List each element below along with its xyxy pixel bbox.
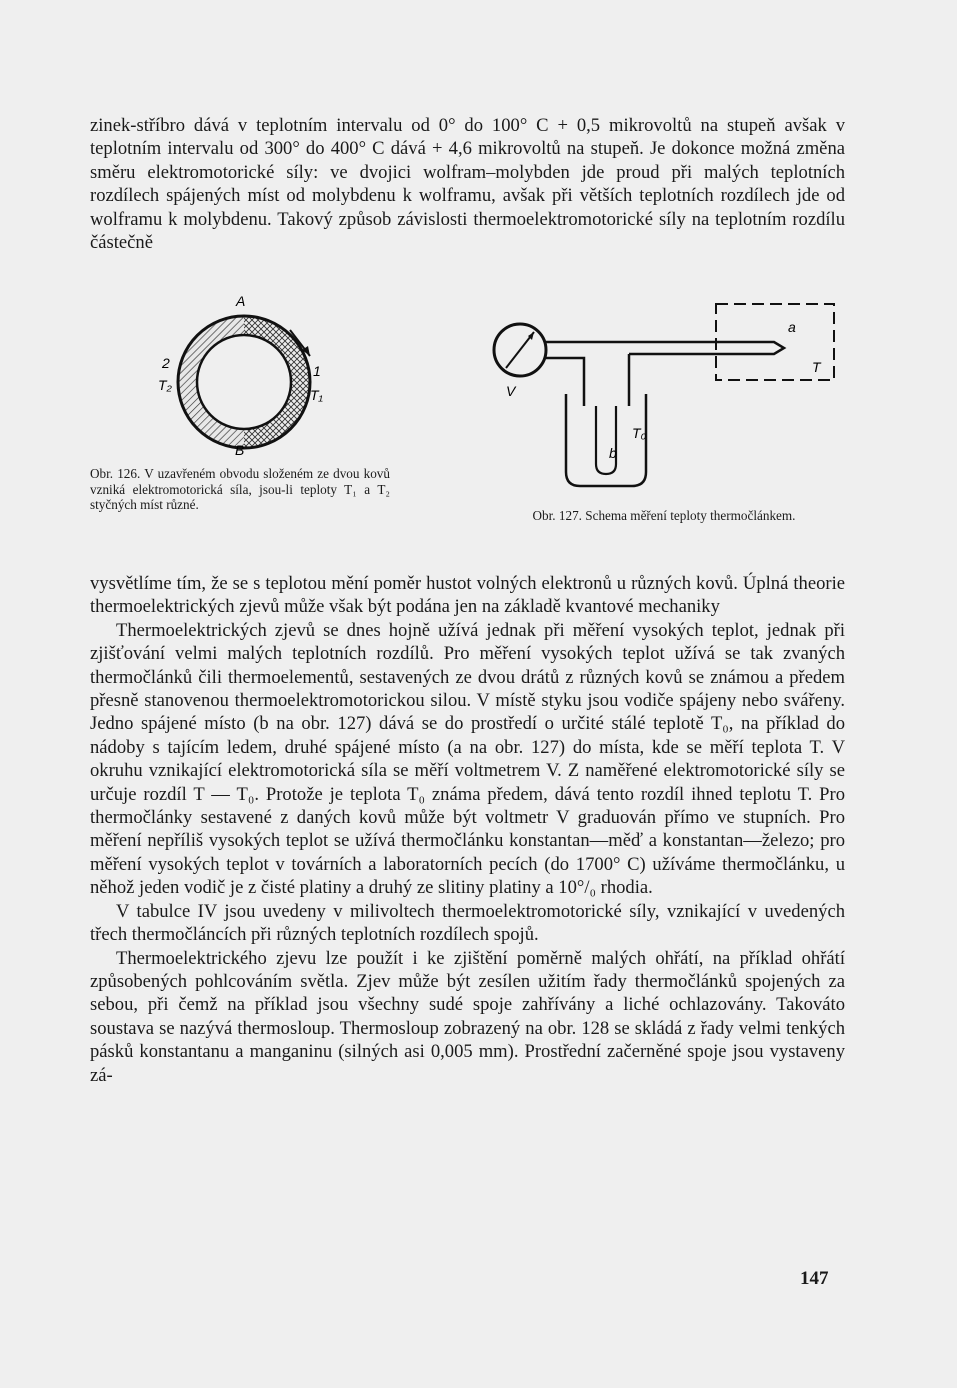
- figure-127-diagram: [484, 296, 844, 496]
- thermocouple-wire-b: [596, 406, 616, 474]
- label-t0: T₀: [632, 425, 647, 441]
- page-number: 147: [800, 1268, 829, 1289]
- body-text: [90, 572, 845, 1087]
- paragraph-2: Thermoelektrických zjevů se dnes hojně užívá jednak při měření vysokých teplot, jednak při zjišťování velmi malých teplotních rozdílů. Pro měření vysokých teplot užívá se tak zvaných thermočlánků čili thermoelementů, sestavených ze dvou drátů z různých kovů se známou a předem přesně stanovenou thermoelektromotorickou silou. V místě styku jsou vodiče spájeny nebo svářeny. Jedno spájené místo (b na obr. 127) dává se do prostředí o určité stálé teplotě T₀, na příklad do nádoby s tajícím ledem, druhé spájené místo (a na obr. 127) do místa, kde se měří teplota T. V okruhu vznikající elektromotorická síla se měří voltmetrem V. Z naměřené elektromotorické síly se určuje rozdíl T — T₀. Protože je teplota T₀ známa předem, dává tento rozdíl ihned teplotu T. Pro thermočlánky sestavené z daných kovů může být voltmetr V graduován přímo ve stupních. Pro měření nepříliš vysokých teplot se užívá thermočlánku konstantan—měď a konstantan—železo; pro měření vysokých teplot v továrních a laboratorních pecích (do 1700° C) užíváme thermočlánku, u něhož jeden vodič je z čisté platiny a druhý ze slitiny platiny a 10°/₀ rhodia.: [90, 619, 845, 899]
- label-2: 2: [162, 355, 170, 371]
- label-b-junction: b: [609, 445, 617, 461]
- paragraph-4: Thermoelektrického zjevu lze použít i ke zjištění poměrně malých ohřátí, na příklad ohřátí způsobených pohlcováním světla. Zjev může být zesílen užitím řady thermočlánků spojených za sebou, při čemž na příklad jsou všechny sudé spoje zahřívány a liché ochlazovány. Takováto soustava se nazývá thermosloup. Thermosloup zobrazený na obr. 128 se skládá z řady velmi tenkých pásků konstantanu a manganinu (silných asi 0,005 mm). Prostřední začerněné spoje jsou vystaveny zá-: [90, 947, 845, 1086]
- label-a-junction: a: [788, 319, 796, 335]
- paragraph-3: V tabulce IV jsou uvedeny v milivoltech thermoelektromotorické síly, vznikající v uvedených třech thermočláncích při různých teplotních rozdílech spojů.: [90, 900, 845, 946]
- label-1: 1: [313, 363, 321, 379]
- wire-upper: [546, 342, 784, 354]
- label-v: V: [506, 383, 516, 399]
- figure-126-caption: Obr. 126. V uzavřeném obvodu složeném ze dvou kovů vzniká elektromotorická síla, jsou-li teploty T₁ a T₂ styčných míst různé.: [90, 466, 390, 512]
- label-a: A: [236, 293, 246, 309]
- figure-127-caption: Obr. 127. Schema měření teploty thermočlánkem.: [532, 508, 796, 523]
- label-b: B: [235, 442, 245, 458]
- label-t1: T₁: [310, 387, 323, 403]
- paragraph-top: zinek-stříbro dává v teplotním intervalu od 0° do 100° C + 0,5 mikrovoltů na stupeň avšak v teplotním intervalu od 300° do 400° C dává + 4,6 mikrovoltů na stupeň. Je dokonce možná změna směru elektromotorické síly: ve dvojici wolfram–molybden jde proud při malých teplotních rozdílech spájených míst od molybdenu k wolframu, avšak při větších teplotních rozdílech jde od wolframu k molybdenu. Takový způsob závislosti thermoelektromotorické síly na teplotním rozdílu částečně: [90, 115, 845, 254]
- label-t2: T₂: [158, 377, 172, 393]
- figure-126-diagram: [150, 290, 350, 460]
- paragraph-1: vysvětlíme tím, že se s teplotou mění poměr hustot volných elektronů u různých kovů. Úplná theorie thermoelektrických zjevů může však být podána jen na základě kvantové mechaniky: [90, 573, 845, 618]
- label-t: T: [812, 359, 821, 375]
